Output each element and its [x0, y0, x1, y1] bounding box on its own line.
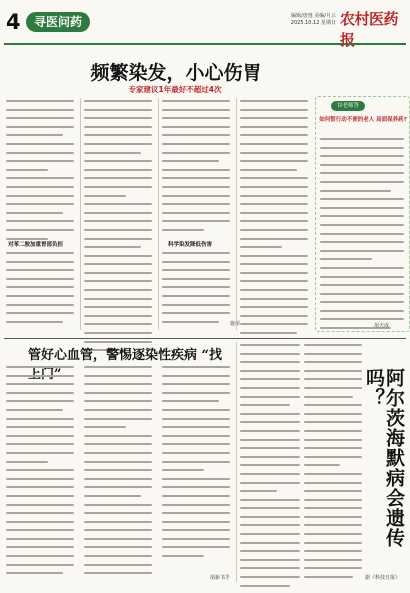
column-divider	[236, 98, 237, 330]
bottom-feature-col-2	[84, 366, 152, 581]
column-divider	[80, 98, 81, 330]
top-article-col-3	[162, 100, 230, 238]
issue-meta	[258, 13, 336, 27]
top-article-col-2	[84, 100, 152, 358]
column-divider	[236, 342, 237, 582]
vertical-article-col-1	[240, 344, 300, 593]
section-divider	[4, 338, 406, 339]
top-subhead-1: 对苯二胺加重胃部负担	[8, 242, 64, 248]
column-divider	[158, 98, 159, 330]
sidebar-question: 如何暂行动不便的老人 局面保养药?	[319, 117, 407, 123]
top-article-headline: 频繁染发，小心伤胃	[90, 62, 262, 84]
sidebar-tag: 谷老师答	[331, 101, 365, 111]
section-badge: 寻医问药	[26, 12, 90, 32]
page-header	[0, 0, 410, 50]
newspaper-masthead: 农村医药报	[340, 10, 399, 49]
top-subhead-2: 科学染发降低伤害	[168, 242, 213, 248]
vertical-article-col-2	[304, 344, 362, 585]
date-line: 2025.10.12 星期日	[290, 20, 336, 26]
sidebar-body	[320, 138, 404, 336]
editor-line: 编辑/唐逸 美编/月云	[291, 13, 336, 19]
vertical-article-source: 据《科技日报》	[365, 575, 401, 581]
page-number: 4	[6, 10, 21, 34]
bottom-feature-author: 胡新书乎	[210, 575, 231, 581]
top-article-col-1	[6, 100, 74, 246]
sidebar-author: 胡天成	[374, 323, 390, 329]
top-article-subheadline: 专家建议1年最好不超过4次	[128, 85, 222, 94]
top-article-author: 施新	[230, 321, 241, 327]
top-article-col-4	[240, 100, 308, 341]
top-article-col-3b	[162, 252, 230, 329]
header-divider	[4, 43, 406, 45]
vertical-article-title: 阿尔茨海默病会遗传吗？	[363, 368, 405, 548]
bottom-feature-col-3	[162, 366, 230, 564]
bottom-feature-col-1	[6, 366, 74, 581]
bottom-feature-headline: 管好心血管，警惕逐染性疾病 “找	[28, 348, 223, 363]
top-article-col-1b	[6, 252, 74, 329]
